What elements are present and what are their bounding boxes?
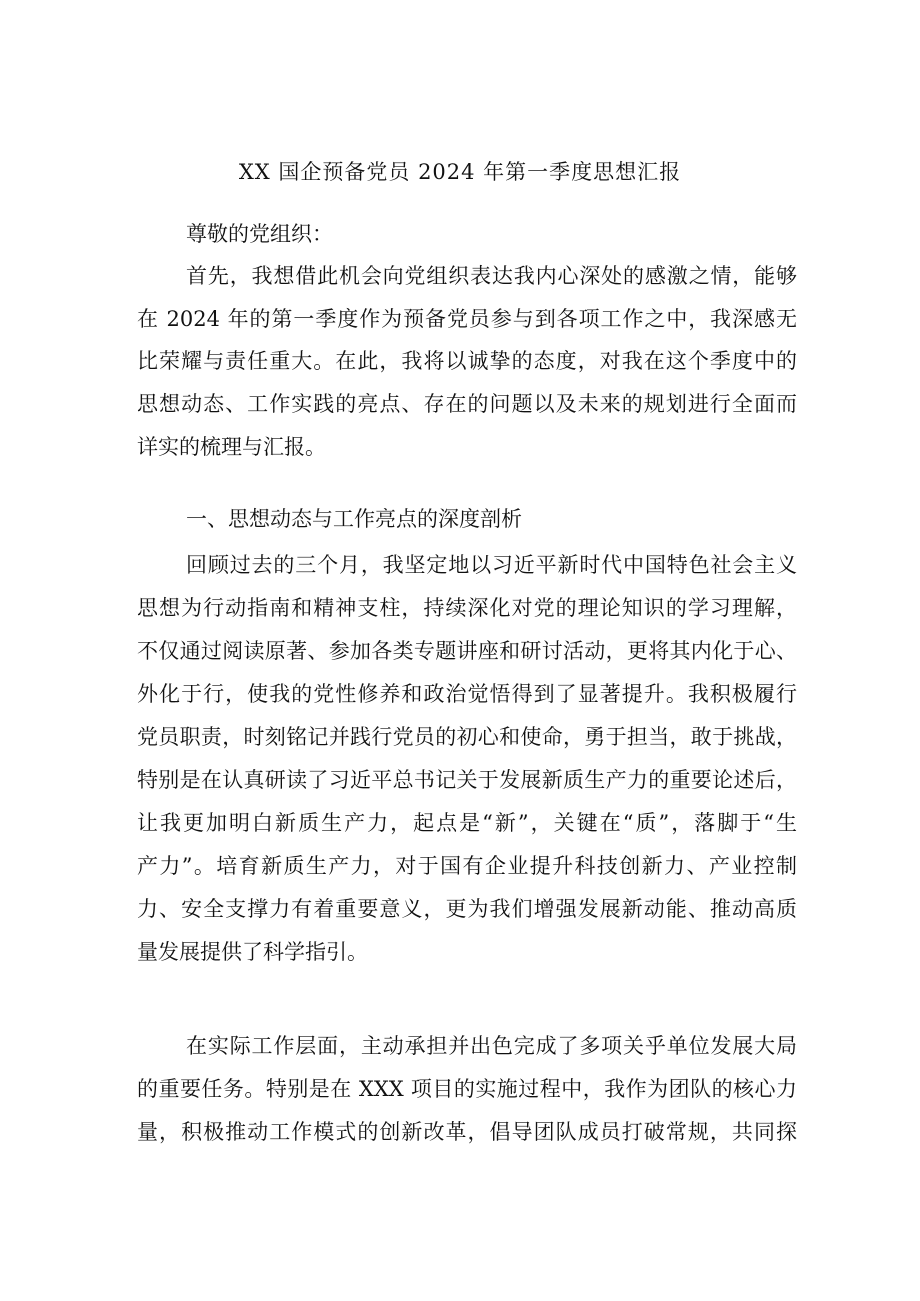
paragraph-line: 在实际工作层面，主动承担并出色完成了多项关乎单位发展大局 xyxy=(186,1034,797,1058)
paragraph-line: 量，积极推动工作模式的创新改革，倡导团队成员打破常规，共同探 xyxy=(137,1120,797,1144)
document-title: XX 国企预备党员 2024 年第一季度思想汇报 xyxy=(238,160,682,184)
paragraph-line: 量发展提供了科学指引。 xyxy=(137,940,368,964)
section-heading: 一、思想动态与工作亮点的深度剖析 xyxy=(186,507,522,531)
paragraph-line: 思想动态、工作实践的亮点、存在的问题以及未来的规划进行全面而 xyxy=(137,392,797,416)
paragraph-line: 首先，我想借此机会向党组织表达我内心深处的感激之情，能够 xyxy=(186,264,797,288)
paragraph-line: 的重要任务。特别是在 XXX 项目的实施过程中，我作为团队的核心力 xyxy=(137,1077,797,1101)
paragraph-line: 在 2024 年的第一季度作为预备党员参与到各项工作之中，我深感无 xyxy=(137,307,797,331)
paragraph-line: 思想为行动指南和精神支柱，持续深化对党的理论知识的学习理解， xyxy=(137,596,797,620)
salutation: 尊敬的党组织： xyxy=(186,222,333,246)
paragraph-line: 不仅通过阅读原著、参加各类专题讲座和研讨活动，更将其内化于心、 xyxy=(137,639,797,663)
paragraph-line: 让我更加明白新质生产力，起点是“新”，关键在“质”，落脚于“生 xyxy=(137,811,797,835)
paragraph-line: 党员职责，时刻铭记并践行党员的初心和使命，勇于担当，敢于挑战， xyxy=(137,725,797,749)
paragraph-line: 产力”。培育新质生产力，对于国有企业提升科技创新力、产业控制 xyxy=(137,854,797,878)
paragraph-line: 特别是在认真研读了习近平总书记关于发展新质生产力的重要论述后， xyxy=(137,768,797,792)
paragraph-line: 外化于行，使我的党性修养和政治觉悟得到了显著提升。我积极履行 xyxy=(137,682,797,706)
paragraph-line: 回顾过去的三个月，我坚定地以习近平新时代中国特色社会主义 xyxy=(186,553,797,577)
paragraph-line: 比荣耀与责任重大。在此，我将以诚挚的态度，对我在这个季度中的 xyxy=(137,349,797,373)
paragraph-line: 详实的梳理与汇报。 xyxy=(137,435,326,459)
paragraph-line: 力、安全支撑力有着重要意义，更为我们增强发展新动能、推动高质 xyxy=(137,897,797,921)
